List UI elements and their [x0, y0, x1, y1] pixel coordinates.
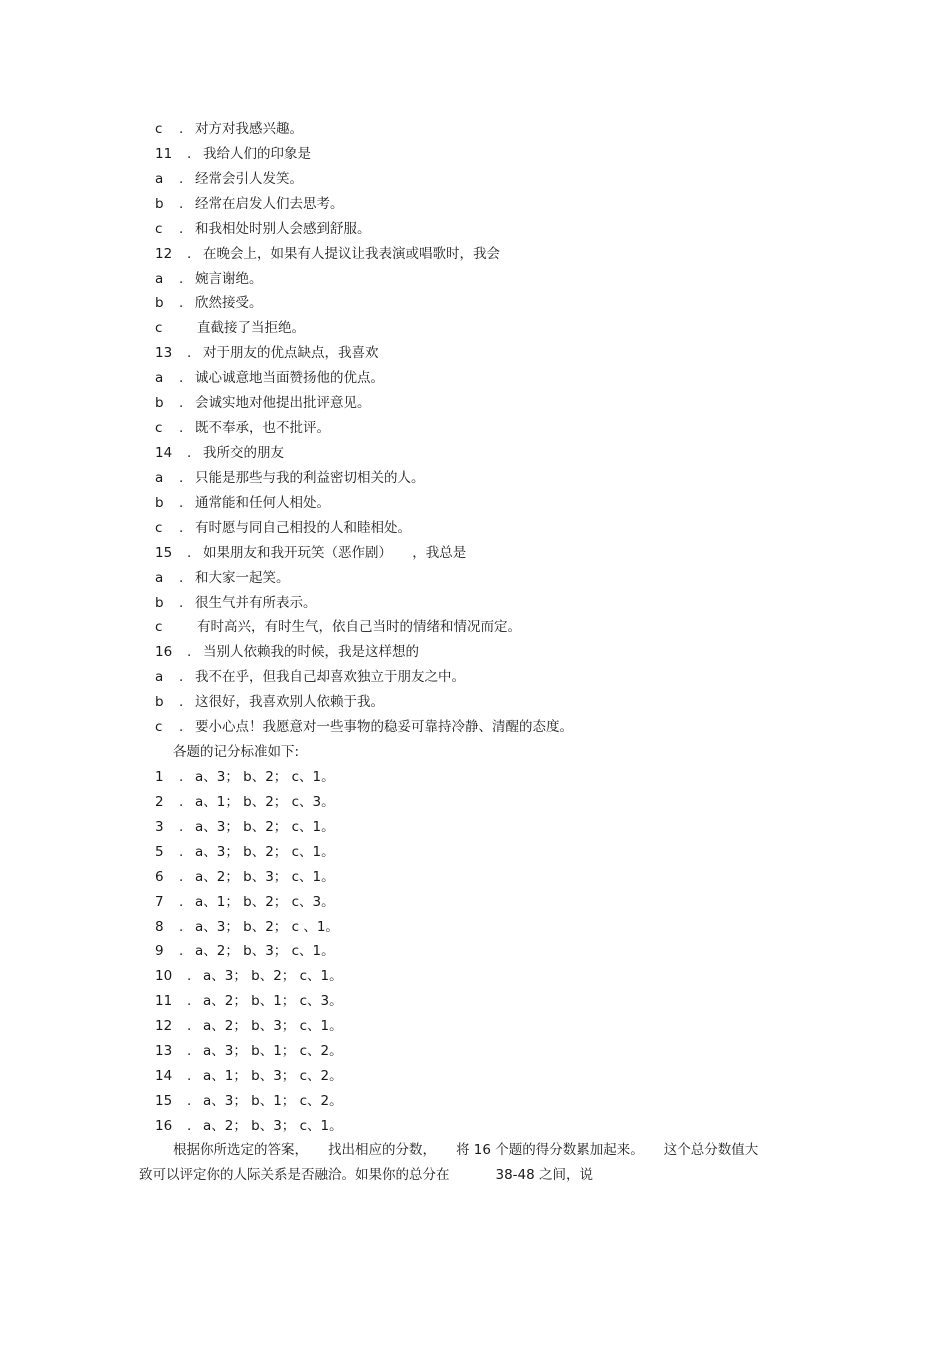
item-text: 对于朋友的优点缺点，我喜欢 — [203, 345, 379, 362]
item-text: a、3； b、2； c、1。 — [195, 768, 335, 785]
item-separator: . — [179, 868, 184, 885]
option-line — [155, 516, 855, 541]
option-line — [155, 291, 855, 316]
item-text: 我给人们的印象是 — [203, 145, 311, 162]
item-text: 只能是那些与我的利益密切相关的人。 — [195, 469, 425, 486]
item-label: 5 — [155, 843, 164, 860]
item-text: 和我相处时别人会感到舒服。 — [195, 220, 371, 237]
score-line — [155, 1114, 855, 1139]
item-label: 14 — [155, 1068, 173, 1085]
option-line — [155, 217, 855, 242]
item-text: a、2； b、3； c、1。 — [195, 943, 335, 960]
score-line — [155, 865, 855, 890]
item-label: 6 — [155, 868, 164, 885]
score-line — [155, 939, 855, 964]
item-separator: . — [179, 170, 184, 187]
item-separator: . — [179, 768, 184, 785]
scoring-heading: 各题的记分标准如下: — [173, 744, 300, 761]
item-label: 13 — [155, 345, 173, 362]
item-text: 有时高兴，有时生气，依自己当时的情绪和情况而定。 — [197, 619, 521, 636]
item-label: c — [155, 220, 163, 237]
item-label: b — [155, 694, 164, 711]
score-line — [155, 1089, 855, 1114]
summary-part: 致可以评定你的人际关系是否融洽。如果你的总分在 — [139, 1167, 450, 1183]
item-label: 14 — [155, 444, 173, 461]
item-text: 经常在启发人们去思考。 — [195, 195, 344, 212]
item-text: 经常会引人发笑。 — [195, 170, 303, 187]
question-line — [155, 242, 855, 267]
item-text: 既不奉承，也不批评。 — [195, 420, 330, 437]
question-line — [155, 640, 855, 665]
item-label: 9 — [155, 943, 164, 960]
score-line — [155, 915, 855, 940]
option-line — [155, 491, 855, 516]
item-label: 11 — [155, 145, 173, 162]
item-label: c — [155, 719, 163, 736]
item-separator: . — [187, 1092, 192, 1109]
option-line — [155, 167, 855, 192]
summary-paragraph-line-2 — [139, 1163, 819, 1188]
option-line — [155, 466, 855, 491]
item-separator: . — [179, 270, 184, 287]
item-text: 这很好，我喜欢别人依赖于我。 — [195, 694, 384, 711]
question-line — [155, 142, 855, 167]
item-separator: . — [179, 669, 184, 686]
item-text: 直截接了当拒绝。 — [197, 320, 305, 337]
item-label: a — [155, 469, 164, 486]
item-text: 欣然接受。 — [195, 295, 263, 312]
option-line — [155, 715, 855, 740]
item-text: 在晚会上，如果有人提议让我表演或唱歌时，我会 — [203, 245, 500, 262]
item-label: b — [155, 195, 164, 212]
option-line — [155, 267, 855, 292]
score-line — [155, 1064, 855, 1089]
item-text: 很生气并有所表示。 — [195, 594, 317, 611]
item-text: 要小心点！我愿意对一些事物的稳妥可靠持冷静、清醒的态度。 — [195, 719, 573, 736]
item-separator: . — [179, 943, 184, 960]
item-text: a、2； b、3； c、1。 — [203, 1018, 343, 1035]
item-separator: . — [187, 1043, 192, 1060]
item-text: a、3； b、1； c、2。 — [203, 1043, 343, 1060]
item-separator: . — [187, 1018, 192, 1035]
option-line — [155, 615, 855, 640]
item-text: a、3； b、2； c、1。 — [203, 968, 343, 985]
summary-part: 这个总分数值大 — [663, 1142, 759, 1158]
option-line — [155, 566, 855, 591]
item-label: c — [155, 320, 163, 337]
item-label: a — [155, 669, 164, 686]
item-text: a、3； b、1； c、2。 — [203, 1092, 343, 1109]
item-separator: . — [179, 918, 184, 935]
item-separator: . — [179, 220, 184, 237]
item-text: a、1； b、2； c、3。 — [195, 893, 335, 910]
item-text: 诚心诚意地当面赞扬他的优点。 — [195, 370, 384, 387]
item-separator: . — [187, 544, 192, 561]
item-separator: . — [187, 444, 192, 461]
question-line — [155, 541, 855, 566]
option-line — [155, 391, 855, 416]
score-line — [155, 1014, 855, 1039]
score-line — [155, 815, 855, 840]
item-label: b — [155, 395, 164, 412]
option-line — [155, 416, 855, 441]
item-text: 对方对我感兴趣。 — [195, 121, 303, 137]
item-label: 12 — [155, 1018, 173, 1035]
item-separator: . — [179, 121, 184, 137]
item-separator: . — [187, 145, 192, 162]
item-separator: . — [187, 1068, 192, 1085]
item-separator: . — [179, 594, 184, 611]
item-separator: . — [179, 694, 184, 711]
item-separator: . — [179, 793, 184, 810]
item-text: 和大家一起笑。 — [195, 569, 290, 586]
item-separator: . — [179, 420, 184, 437]
item-text: a、2； b、3； c、1。 — [203, 1117, 343, 1134]
item-text: a、2； b、1； c、3。 — [203, 993, 343, 1010]
item-label: a — [155, 270, 164, 287]
item-separator: . — [187, 968, 192, 985]
item-label: c — [155, 519, 163, 536]
item-text: 会诚实地对他提出批评意见。 — [195, 395, 371, 412]
item-label: 15 — [155, 1092, 173, 1109]
item-text: 如果朋友和我开玩笑（恶作剧） ，我总是 — [203, 544, 467, 561]
item-label: 2 — [155, 793, 164, 810]
item-label: 10 — [155, 968, 173, 985]
score-line — [155, 765, 855, 790]
item-text: 我不在乎，但我自己却喜欢独立于朋友之中。 — [195, 669, 465, 686]
item-label: 13 — [155, 1043, 173, 1060]
item-label: 16 — [155, 1117, 173, 1134]
option-line — [155, 316, 855, 341]
item-text: 我所交的朋友 — [203, 444, 284, 461]
option-line — [155, 366, 855, 391]
item-separator: . — [179, 519, 184, 536]
item-separator: . — [187, 245, 192, 262]
summary-part: 38-48 之间，说 — [495, 1167, 594, 1183]
item-label: 3 — [155, 818, 164, 835]
item-separator: . — [179, 893, 184, 910]
option-line — [155, 690, 855, 715]
item-label: a — [155, 370, 164, 387]
item-separator: . — [179, 569, 184, 586]
item-separator: . — [179, 494, 184, 511]
item-separator: . — [179, 719, 184, 736]
item-separator: . — [179, 195, 184, 212]
item-label: c — [155, 619, 163, 636]
item-label: b — [155, 494, 164, 511]
item-text: a、3； b、2； c、1。 — [195, 818, 335, 835]
score-line — [155, 840, 855, 865]
item-label: b — [155, 594, 164, 611]
item-label: a — [155, 170, 164, 187]
item-separator: . — [187, 644, 192, 661]
item-label: 11 — [155, 993, 173, 1010]
item-separator: . — [179, 395, 184, 412]
option-line — [155, 192, 855, 217]
item-text: a、1； b、3； c、2。 — [203, 1068, 343, 1085]
score-line — [155, 790, 855, 815]
summary-part: 根据你所选定的答案， — [173, 1142, 308, 1158]
score-line — [155, 890, 855, 915]
item-separator: . — [179, 469, 184, 486]
item-separator: . — [187, 1117, 192, 1134]
item-label: a — [155, 569, 164, 586]
item-text: 通常能和任何人相处。 — [195, 494, 330, 511]
item-label: b — [155, 295, 164, 312]
item-label: 12 — [155, 245, 173, 262]
item-label: 15 — [155, 544, 173, 561]
item-label: 8 — [155, 918, 164, 935]
score-line — [155, 1039, 855, 1064]
item-text: 有时愿与同自己相投的人和睦相处。 — [195, 519, 411, 536]
item-text: a、1； b、2； c、3。 — [195, 793, 335, 810]
item-text: a、3； b、2； c 、1。 — [195, 918, 339, 935]
item-label: 16 — [155, 644, 173, 661]
summary-part: 将 16 个题的得分数累加起来。 — [456, 1142, 644, 1158]
option-line — [155, 117, 855, 142]
option-line — [155, 591, 855, 616]
item-separator: . — [179, 843, 184, 860]
item-text: a、2； b、3； c、1。 — [195, 868, 335, 885]
score-line — [155, 964, 855, 989]
question-line — [155, 341, 855, 366]
item-separator: . — [179, 818, 184, 835]
item-separator: . — [187, 345, 192, 362]
item-label: c — [155, 121, 163, 137]
summary-part: 找出相应的分数， — [328, 1142, 436, 1158]
item-text: 婉言谢绝。 — [195, 270, 263, 287]
item-label: 7 — [155, 893, 164, 910]
questionnaire-lines — [155, 117, 855, 1139]
option-line — [155, 665, 855, 690]
summary-paragraph-line-1 — [139, 1138, 819, 1163]
item-separator: . — [187, 993, 192, 1010]
question-line — [155, 441, 855, 466]
item-separator: . — [179, 370, 184, 387]
score-line — [155, 989, 855, 1014]
item-separator: . — [179, 295, 184, 312]
item-label: c — [155, 420, 163, 437]
item-text: 当别人依赖我的时候，我是这样想的 — [203, 644, 419, 661]
item-text: a、3； b、2； c、1。 — [195, 843, 335, 860]
item-label: 1 — [155, 768, 164, 785]
